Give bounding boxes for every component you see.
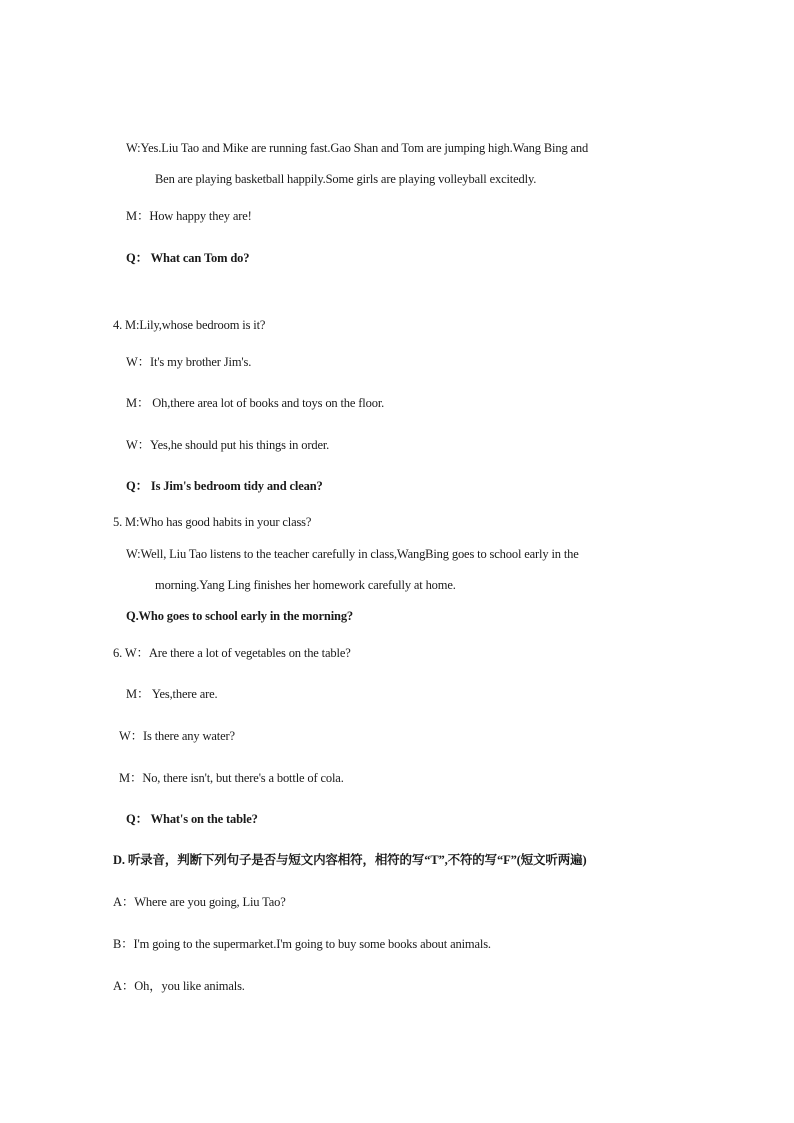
question-line: Q： What's on the table? [126, 812, 258, 826]
dialogue-line: morning.Yang Ling finishes her homework carefully at home. [155, 578, 456, 592]
dialogue-line: B：I'm going to the supermarket.I'm going to buy some books about animals. [113, 937, 491, 951]
question-line: Q： What can Tom do? [126, 251, 250, 265]
question-line: Q： Is Jim's bedroom tidy and clean? [126, 479, 323, 493]
dialogue-line: W:Well, Liu Tao listens to the teacher carefully in class,WangBing goes to school early in the [126, 547, 579, 561]
dialogue-line: M：No, there isn't, but there's a bottle of cola. [119, 771, 344, 785]
item-heading: 6. W：Are there a lot of vegetables on the table? [113, 646, 351, 660]
section-heading: D. 听录音，判断下列句子是否与短文内容相符，相符的写“T”,不符的写“F”(短文听两遍) [113, 853, 587, 867]
dialogue-line: M：How happy they are! [126, 209, 252, 223]
question-line: Q.Who goes to school early in the morning? [126, 609, 354, 623]
dialogue-line: W：Is there any water? [119, 729, 235, 743]
dialogue-line: M： Yes,there are. [126, 687, 218, 701]
dialogue-line: W：It's my brother Jim's. [126, 355, 252, 369]
dialogue-line: A：Where are you going, Liu Tao? [113, 895, 286, 909]
dialogue-line: A：Oh，you like animals. [113, 979, 245, 993]
dialogue-line: W:Yes.Liu Tao and Mike are running fast.Gao Shan and Tom are jumping high.Wang Bing and [126, 141, 589, 155]
item-heading: 4. M:Lily,whose bedroom is it? [113, 318, 266, 332]
dialogue-line: W：Yes,he should put his things in order. [126, 438, 330, 452]
dialogue-line: M： Oh,there area lot of books and toys on the floor. [126, 396, 385, 410]
dialogue-line: Ben are playing basketball happily.Some girls are playing volleyball excitedly. [155, 172, 537, 186]
item-heading: 5. M:Who has good habits in your class? [113, 515, 312, 529]
